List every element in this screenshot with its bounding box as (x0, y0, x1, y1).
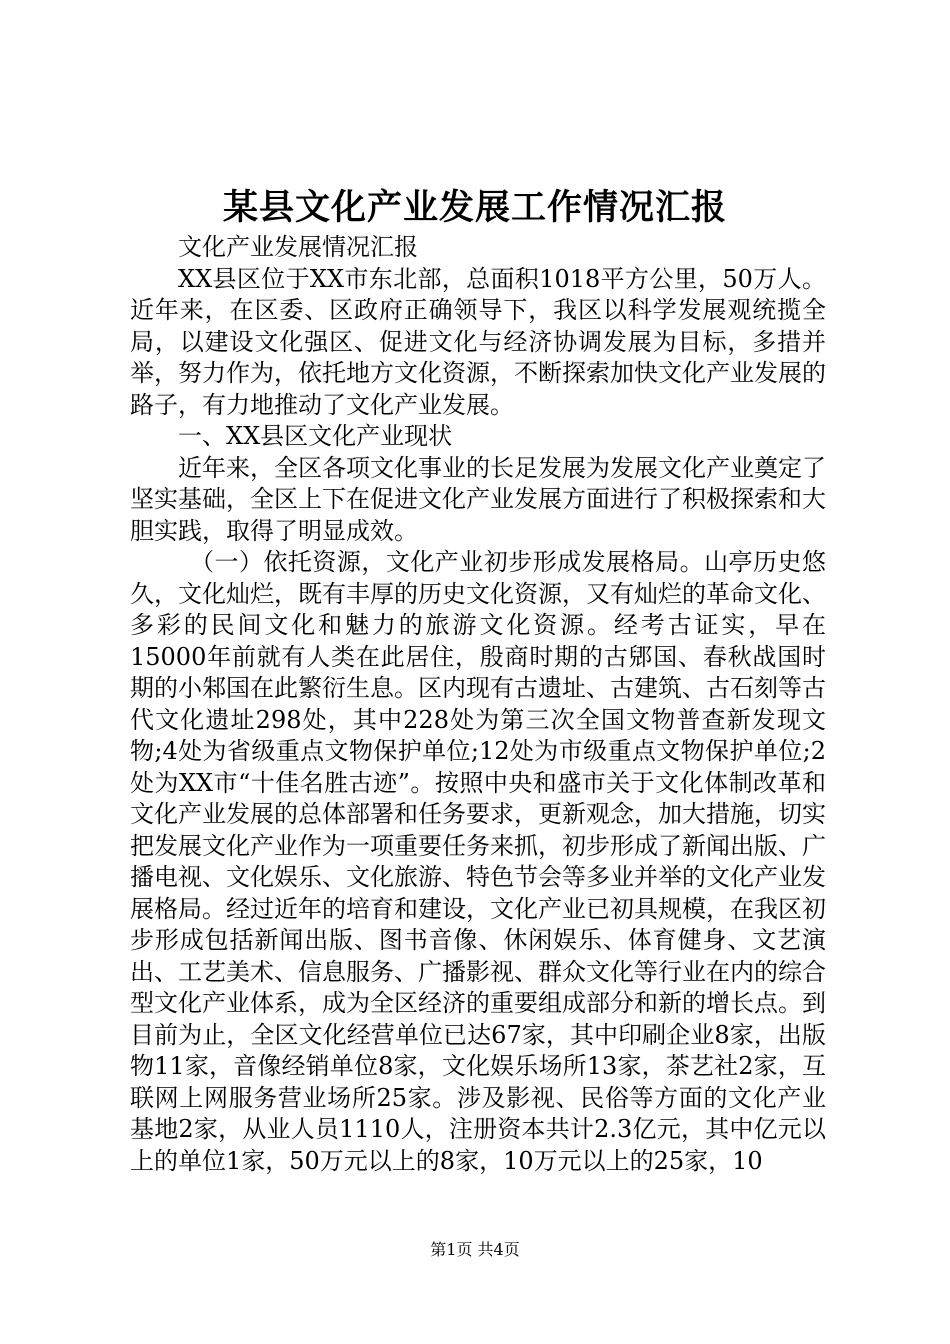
subtitle-paragraph: 文化产业发展情况汇报 (178, 233, 418, 261)
document-body (130, 232, 826, 1177)
page-footer: 第1页 共4页 (430, 1240, 520, 1259)
body-paragraph: （一）依托资源，文化产业初步形成发展格局。山亭历史悠久，文化灿烂，既有丰厚的历史文化资源，又有灿烂的革命文化、多彩的民间文化和魅力的旅游文化资源。经考古证实，早在15000年前就有人类在此居住，殷商时期的古郳国、春秋战国时期的小邾国在此繁衍生息。区内现有古遗址、古建筑、古石刻等古代文化遗址298处，其中228处为第三次全国文物普查新发现文物;4处为省级重点文物保护单位;12处为市级重点文物保护单位;2处为XX市“十佳名胜古迹”。按照中央和盛市关于文化体制改革和文化产业发展的总体部署和任务要求，更新观念，加大措施，切实把发展文化产业作为一项重要任务来抓，初步形成了新闻出版、广播电视、文化娱乐、文化旅游、特色节会等多业并举的文化产业发展格局。经过近年的培育和建设，文化产业已初具规模，在我区初步形成包括新闻出版、图书音像、休闲娱乐、体育健身、文艺演出、工艺美术、信息服务、广播影视、群众文化等行业在内的综合型文化产业体系，成为全区经济的重要组成部分和新的增长点。到目前为止，全区文化经营单位已达67家，其中印刷企业8家，出版物11家，音像经销单位8家，文化娱乐场所13家，茶艺社2家，互联网上网服务营业场所25家。涉及影视、民俗等方面的文化产业基地2家，从业人员1110人，注册资本共计2.3亿元，其中亿元以上的单位1家，50万元以上的8家，10万元以上的25家，10 (130, 548, 826, 1175)
section-heading: 一、XX县区文化产业现状 (178, 422, 453, 450)
body-paragraph: 近年来，全区各项文化事业的长足发展为发展文化产业奠定了坚实基础，全区上下在促进文化产业发展方面进行了积极探索和大胆实践，取得了明显成效。 (130, 453, 826, 545)
document-title: 某县文化产业发展工作情况汇报 (222, 187, 727, 228)
intro-paragraph: XX县区位于XX市东北部，总面积1018平方公里，50万人。近年来，在区委、区政府正确领导下，我区以科学发展观统揽全局，以建设文化强区、促进文化与经济协调发展为目标，多措并举，努力作为，依托地方文化资源，不断探索加快文化产业发展的路子，有力地推动了文化产业发展。 (130, 264, 826, 419)
